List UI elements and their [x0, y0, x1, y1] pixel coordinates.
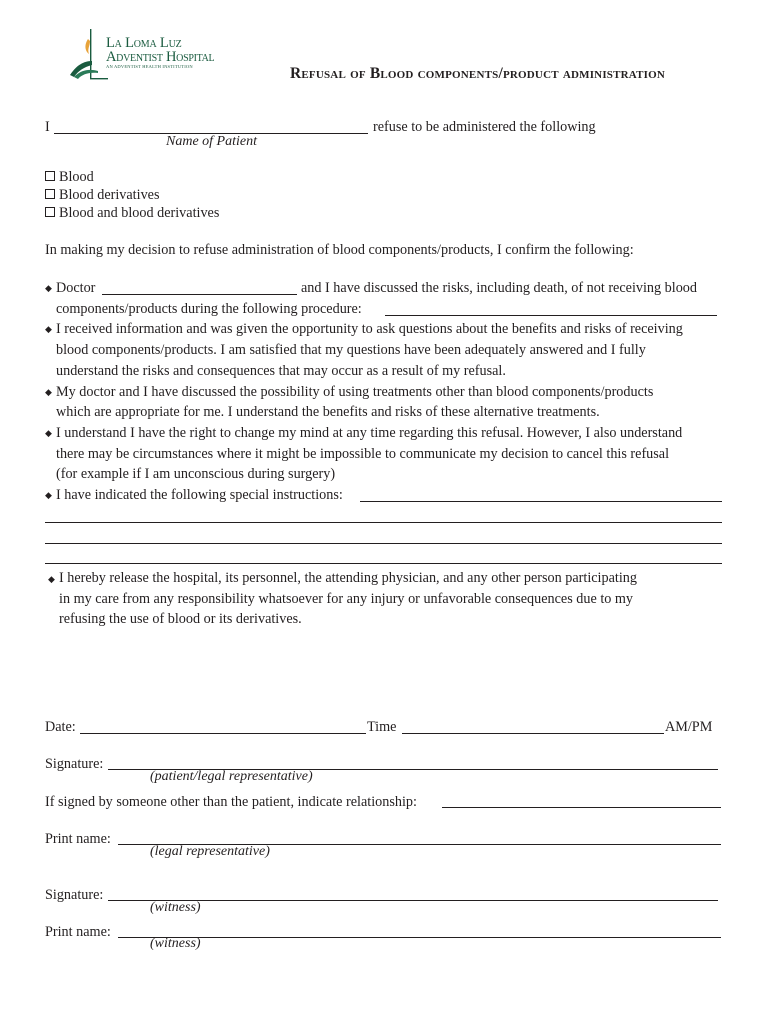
patient-signature-caption: (patient/legal representative) [150, 769, 313, 784]
witness-print-name-field[interactable] [118, 937, 721, 938]
bullet3-line2: which are appropriate for me. I understand the benefits and risks of these alternative treatments. [56, 404, 600, 420]
release-line3: refusing the use of blood or its derivatives. [59, 611, 302, 627]
bullet-diamond-icon: ◆ [45, 387, 52, 397]
relationship-label: If signed by someone other than the patient, indicate relationship: [45, 794, 417, 810]
relationship-field[interactable] [442, 807, 721, 808]
document-title: Refusal of Blood components/product administration [290, 65, 666, 82]
bullet1-text: and I have discussed the risks, including death, of not receiving blood [301, 280, 697, 296]
bullet4-line3: (for example if I am unconscious during surgery) [56, 466, 336, 482]
option-blood-derivatives[interactable]: Blood derivatives [45, 185, 159, 206]
bullet5-text: I have indicated the following special instructions: [56, 487, 343, 503]
checkbox-icon[interactable] [45, 171, 55, 181]
option-blood-and-derivatives[interactable]: Blood and blood derivatives [45, 203, 219, 224]
release-line1: I hereby release the hospital, its personnel, the attending physician, and any other person participating [59, 570, 637, 586]
print-name-label: Print name: [45, 831, 111, 847]
witness-print-name-label: Print name: [45, 924, 111, 940]
time-field[interactable] [402, 733, 664, 734]
special-instructions-line[interactable] [45, 543, 722, 544]
bullet1-doctor: Doctor [56, 280, 96, 296]
bullet2-line2: blood components/products. I am satisfied that my questions have been adequately answered and I fully [56, 342, 646, 358]
bullet2-line1: I received information and was given the opportunity to ask questions about the benefits and risks of receiving [56, 321, 683, 337]
bullet-diamond-icon: ◆ [45, 324, 52, 334]
bullet4-line1: I understand I have the right to change my mind at any time regarding this refusal. However, I also understand [56, 425, 683, 441]
bullet-diamond-icon: ◆ [48, 574, 55, 584]
representative-caption: (legal representative) [150, 844, 270, 859]
bullet4-line2: there may be circumstances where it might be impossible to communicate my decision to cancel this refusal [56, 446, 670, 462]
logo-name-line1: La Loma Luz [106, 35, 182, 51]
bullet-diamond-icon: ◆ [45, 428, 52, 438]
special-instructions-line[interactable] [45, 522, 722, 523]
intro-i: I [45, 119, 50, 135]
witness-print-caption: (witness) [150, 936, 201, 951]
logo-tagline: AN ADVENTIST HEALTH INSTITUTION [106, 64, 193, 69]
date-field[interactable] [80, 733, 366, 734]
release-line2: in my care from any responsibility whatsoever for any injury or unfavorable consequences due to my [59, 591, 634, 607]
special-instructions-line[interactable] [45, 563, 722, 564]
bullet-diamond-icon: ◆ [45, 283, 52, 293]
checkbox-icon[interactable] [45, 189, 55, 199]
date-label: Date: [45, 719, 76, 735]
hospital-logo [68, 27, 218, 83]
bullet3-line1: My doctor and I have discussed the possibility of using treatments other than blood components/products [56, 384, 654, 400]
hospital-emblem-icon [68, 27, 108, 83]
time-label: Time [367, 719, 397, 735]
procedure-field[interactable] [385, 315, 717, 316]
option-blood[interactable]: Blood [45, 167, 94, 188]
ampm-label: AM/PM [665, 719, 713, 735]
bullet1-line2: components/products during the following procedure: [56, 301, 362, 317]
bullet2-line3: understand the risks and consequences that may occur as a result of my refusal. [56, 363, 506, 379]
confirm-heading: In making my decision to refuse administration of blood components/products, I confirm the following: [45, 242, 634, 258]
patient-name-caption: Name of Patient [166, 134, 257, 149]
special-instructions-field[interactable] [360, 501, 722, 502]
bullet-diamond-icon: ◆ [45, 490, 52, 500]
witness-signature-caption: (witness) [150, 900, 201, 915]
intro-refuse-text: refuse to be administered the following [373, 119, 596, 135]
signature-label: Signature: [45, 756, 104, 772]
witness-signature-label: Signature: [45, 887, 104, 903]
logo-name-line2: Adventist Hospital [106, 49, 215, 65]
checkbox-icon[interactable] [45, 207, 55, 217]
doctor-name-field[interactable] [102, 294, 297, 295]
